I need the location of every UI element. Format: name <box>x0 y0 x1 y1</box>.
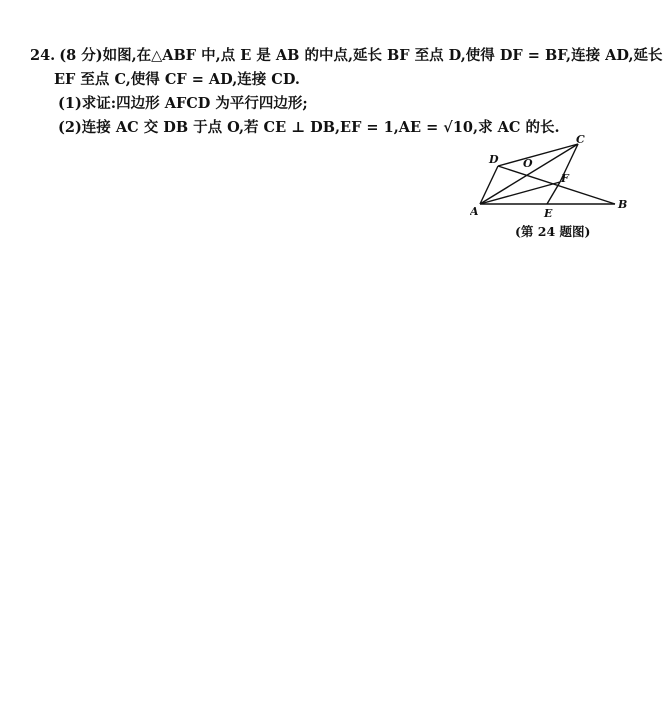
segment-db <box>498 166 615 204</box>
problem-part-1: (1)求证:四边形 AFCD 为平行四边形; <box>58 95 308 112</box>
label-d: D <box>489 153 499 166</box>
segment-af <box>480 182 560 204</box>
label-a: A <box>470 205 479 218</box>
geometry-diagram <box>470 126 635 226</box>
label-o: O <box>523 157 533 170</box>
problem-statement-line-1: (8 分)如图,在△ABF 中,点 E 是 AB 的中点,延长 BF 至点 D,使得 DF = BF,连接 AD,延长 <box>59 47 663 64</box>
problem-part-2: (2)连接 AC 交 DB 于点 O,若 CE ⊥ DB,EF = 1,AE = √10,求 AC 的长. <box>58 119 560 136</box>
figure-caption: (第 24 题图) <box>515 224 591 239</box>
problem-line-1 <box>30 44 663 68</box>
label-c: C <box>576 133 585 146</box>
problem-number: 24. <box>30 47 56 64</box>
label-b: B <box>618 198 628 211</box>
segment-dc <box>498 144 578 166</box>
label-e: E <box>544 207 553 220</box>
problem-statement-line-2: EF 至点 C,使得 CF = AD,连接 CD. <box>54 71 300 88</box>
label-f: F <box>561 172 569 185</box>
